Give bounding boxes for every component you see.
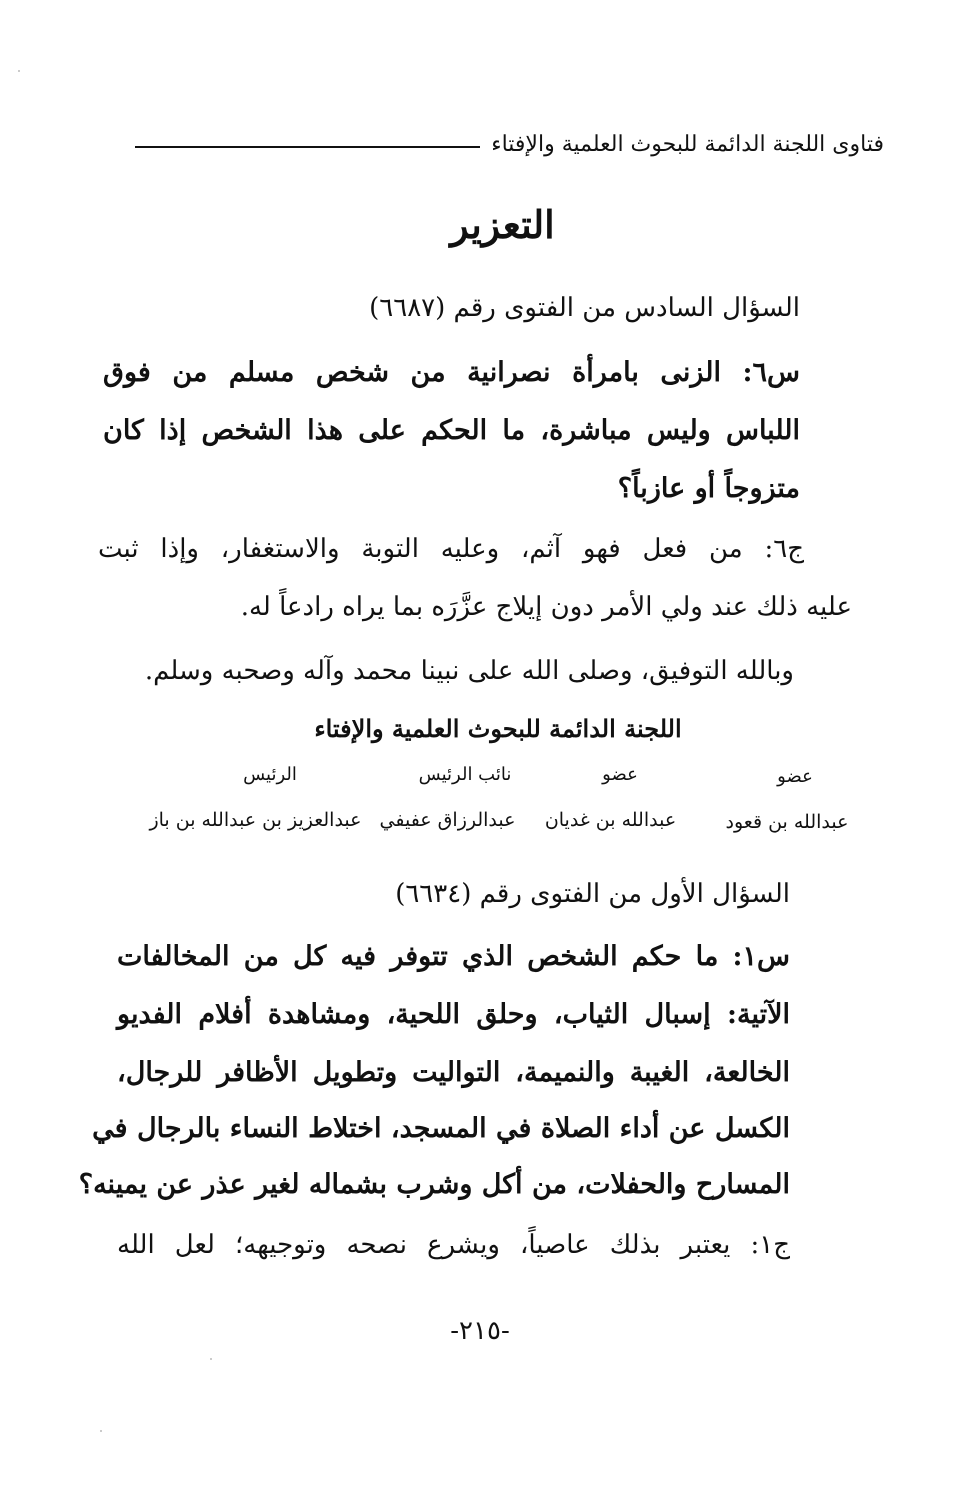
fatwa2-intro: السؤال الأول من الفتوى رقم (٦٦٣٤) xyxy=(395,879,790,909)
signatory-4-name: عبدالعزيز بن عبدالله بن باز xyxy=(149,809,362,831)
fatwa2-question-line-3: الخالعة، الغيبة والنميمة، التواليت وتطويل الأظافر للرجال، xyxy=(117,1057,790,1088)
page-number: -٢١٥- xyxy=(450,1316,510,1346)
scan-speck xyxy=(210,1358,212,1360)
signatory-3-name: عبدالرزاق عفيفي xyxy=(379,809,516,831)
fatwa2-question-line-2: الآتية: إسبال الثياب، وحلق اللحية، ومشاهدة أفلام الفديو xyxy=(117,999,790,1030)
fatwa1-question-line-2: اللباس وليس مباشرة، ما الحكم على هذا الشخص إذا كان xyxy=(103,415,800,446)
section-title: التعزير xyxy=(450,202,555,247)
fatwa2-question-line-1: س١: ما حكم الشخص الذي تتوفر فيه كل من المخالفات xyxy=(117,941,790,972)
scan-speck xyxy=(18,70,20,72)
fatwa2-question-line-4: الكسل عن أداء الصلاة في المسجد، اختلاط النساء بالرجال في xyxy=(92,1113,790,1144)
signatory-4-role: الرئيس xyxy=(243,764,297,785)
signatory-2-name: عبدالله بن غديان xyxy=(544,809,677,831)
committee-name: اللجنة الدائمة للبحوث العلمية والإفتاء xyxy=(314,714,682,743)
fatwa2-answer-line-1: ج١: يعتبر بذلك عاصياً، ويشرع نصحه وتوجيهه؛ لعل الله xyxy=(117,1230,790,1260)
running-header: فتاوى اللجنة الدائمة للبحوث العلمية والإفتاء xyxy=(491,132,884,157)
fatwa1-answer-line-2: عليه ذلك عند ولي الأمر دون إيلاج عزَّرَه بما يراه رادعاً له. xyxy=(240,592,852,622)
fatwa1-question-line-3: متزوجاً أو عازباً؟ xyxy=(617,473,800,504)
header-rule xyxy=(135,146,480,148)
signatory-1-role: عضو xyxy=(777,766,813,787)
fatwa1-intro: السؤال السادس من الفتوى رقم (٦٦٨٧) xyxy=(369,293,800,323)
signatory-1-name: عبدالله بن قعود xyxy=(725,811,849,833)
fatwa1-closing: وبالله التوفيق، وصلى الله على نبينا محمد وآله وصحبه وسلم. xyxy=(144,656,794,686)
fatwa2-question-line-5: المسارح والحفلات، من أكل وشرب بشماله لغير عذر عن يمينه؟ xyxy=(78,1169,790,1200)
scan-speck xyxy=(100,1430,102,1432)
signatory-3-role: نائب الرئيس xyxy=(418,764,512,785)
fatwa1-question-line-1: س٦: الزنى بامرأة نصرانية من شخص مسلم من فوق xyxy=(103,357,800,388)
signatory-2-role: عضو xyxy=(602,764,638,785)
fatwa1-answer-line-1: ج٦: من فعل فهو آثم، وعليه التوبة والاستغفار، وإذا ثبت xyxy=(98,534,804,564)
